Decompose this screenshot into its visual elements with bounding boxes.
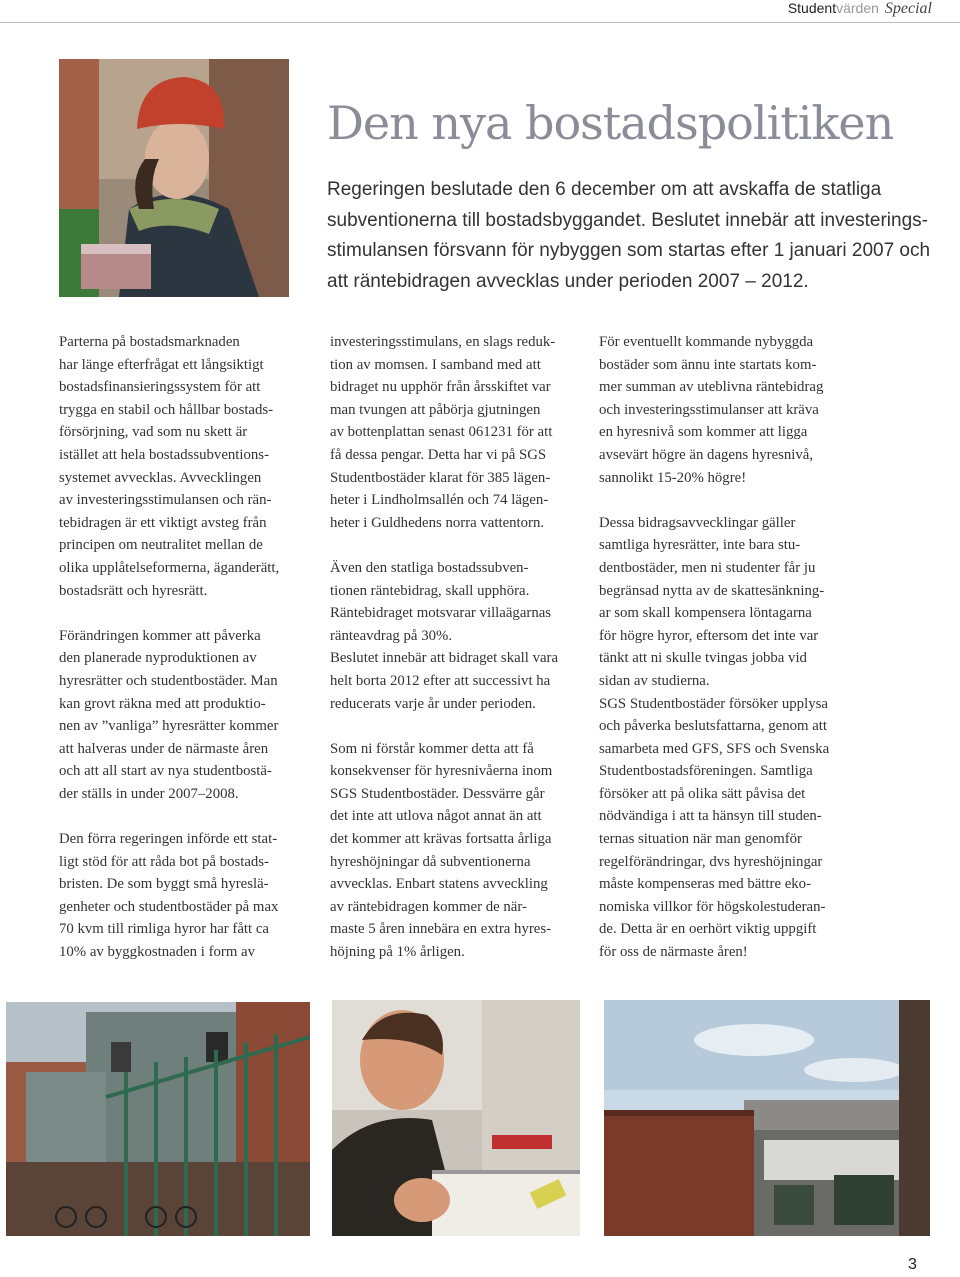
body-text-line: bidraget nu upphör från årsskiftet var xyxy=(330,379,551,396)
body-text-line: begränsad nytta av de skattesänkning- xyxy=(599,582,825,599)
body-text-line: Beslutet innebär att bidraget skall vara xyxy=(330,650,559,667)
article-title: Den nya bostadspolitiken xyxy=(327,96,894,150)
body-text-line: Förändringen kommer att påverka xyxy=(59,627,261,644)
body-text-line: för högre hyror, eftersom det inte var xyxy=(599,627,819,644)
body-text-line: och påverka beslutsfattarna, genom att xyxy=(599,718,828,735)
body-text-line: samtliga hyresrätter, inte bara stu- xyxy=(599,537,801,554)
photo-student-portrait xyxy=(59,59,289,297)
body-text-line: nödvändiga i att ta hänsyn till studen- xyxy=(599,808,822,825)
body-text-line: hyreshöjningar då subventionerna xyxy=(330,853,531,870)
body-column-1 xyxy=(59,331,319,964)
body-text-line: har länge efterfrågat ett långsiktigt xyxy=(59,356,264,373)
body-text-line: man tvungen att påbörja gjutningen xyxy=(330,401,541,418)
running-header xyxy=(788,0,932,20)
header-brand-light: värden xyxy=(836,0,879,16)
body-text-line: tänkt att ni skulle tvingas jobba vid xyxy=(599,650,807,667)
body-text-line: bostäder som ännu inte startats kom- xyxy=(599,356,817,373)
body-text-line: 10% av byggkostnaden i form av xyxy=(59,944,256,961)
photo-building-facade xyxy=(6,1002,310,1236)
body-text-line: försöker att på olika sätt påvisa det xyxy=(599,785,806,802)
body-text-line: genheter och studentbostäder på max xyxy=(59,898,279,915)
body-text-line: försörjning, vad som nu skett är xyxy=(59,424,248,441)
body-column-3 xyxy=(599,331,899,964)
body-text-line: reducerats varje år under perioden. xyxy=(330,695,536,712)
body-text-line: av investeringsstimulansen och rän- xyxy=(59,492,272,509)
body-text-line: få dessa pengar. Detta har vi på SGS xyxy=(330,446,547,463)
body-text-line: det inte att utlova något annat än att xyxy=(330,808,542,825)
body-text-line: 70 kvm till rimliga hyror har fått ca xyxy=(59,921,269,938)
body-text-line: höjning på 1% årligen. xyxy=(330,944,465,961)
body-text-line: maste 5 åren innebära en extra hyres- xyxy=(330,921,552,938)
photo-student-reading xyxy=(332,1000,580,1236)
article-lead xyxy=(327,175,957,297)
photo-city-rooftops xyxy=(604,1000,930,1236)
body-text-line: det kommer att krävas fortsatta årliga xyxy=(330,831,552,848)
body-text-line: att halveras under de närmaste åren xyxy=(59,740,269,757)
body-text-line: nomiska villkor för högskolestuderan- xyxy=(599,898,826,915)
body-text-line: bostadsfinansieringssystem för att xyxy=(59,379,261,396)
body-text-line: trygga en stabil och hållbar bostads- xyxy=(59,401,274,418)
header-brand-bold: Student xyxy=(787,0,837,16)
body-text-line: tebidragen är ett viktigt avsteg från xyxy=(59,514,267,531)
body-text-line: Räntebidraget motsvarar villaägarnas xyxy=(330,605,552,622)
page-number: 3 xyxy=(908,1256,917,1273)
body-text-line: heter i Guldhedens norra vattentorn. xyxy=(330,514,545,531)
header-section: Special xyxy=(884,0,932,17)
body-text-line: avvecklas. Enbart statens avveckling xyxy=(330,876,548,893)
body-text-line: konsekvenser för hyresnivåerna inom xyxy=(330,763,553,780)
body-text-line: ternas situation när man genomför xyxy=(599,831,802,848)
body-text-line: Studentbostäder klarat för 385 lägen- xyxy=(330,469,551,486)
body-text-line: regelförändringar, dvs hyreshöjningar xyxy=(599,853,823,870)
body-text-line: en hyresnivå som kommer att ligga xyxy=(599,424,808,441)
header-divider xyxy=(0,22,960,23)
body-text-line: och investeringsstimulanser att kräva xyxy=(599,401,819,418)
body-text-line: och att all start av nya studentbostä- xyxy=(59,763,272,780)
paragraph-gap xyxy=(330,534,590,557)
body-text-line: av räntebidragen kommer de när- xyxy=(330,898,527,915)
body-text-line: för oss de närmaste åren! xyxy=(599,944,748,961)
body-text-line: ränteavdrag på 30%. xyxy=(330,627,453,644)
body-text-line: SGS Studentbostäder. Dessvärre går xyxy=(330,785,545,802)
lead-line: stimulansen försvann för nybyggen som startas efter 1 januari 2007 och xyxy=(327,240,931,261)
body-text-line: kan grovt räkna med att produktio- xyxy=(59,695,266,712)
body-text-line: bristen. De som byggt små hyreslä- xyxy=(59,876,269,893)
body-text-line: ar som skall kompensera löntagarna xyxy=(599,605,812,622)
body-text-line: der ställs in under 2007–2008. xyxy=(59,785,239,802)
body-text-line: heter i Lindholmsallén och 74 lägen- xyxy=(330,492,549,509)
body-text-line: de. Detta är en oerhört viktig uppgift xyxy=(599,921,817,938)
paragraph-gap xyxy=(330,715,590,738)
body-text-line: För eventuellt kommande nybyggda xyxy=(599,334,814,350)
body-text-line: måste kompenseras med bättre eko- xyxy=(599,876,812,893)
body-text-line: nen av ”vanliga” hyresrätter kommer xyxy=(59,718,279,735)
body-text-line: investeringsstimulans, en slags reduk- xyxy=(330,334,556,350)
body-text-line: den planerade nyproduktionen av xyxy=(59,650,257,667)
body-text-line: Även den statliga bostadssubven- xyxy=(330,559,529,576)
body-text-line: helt borta 2012 efter att successivt ha xyxy=(330,672,551,689)
body-text-line: sidan av studierna. xyxy=(599,672,710,689)
body-column-2 xyxy=(330,331,590,964)
lead-line: subventionerna till bostadsbyggandet. Beslutet innebär att investerings- xyxy=(327,209,928,231)
lead-line: att räntebidragen avvecklas under perioden 2007 – 2012. xyxy=(327,270,809,292)
paragraph-gap xyxy=(59,602,319,625)
body-text-line: systemet avvecklas. Avvecklingen xyxy=(59,469,262,486)
paragraph-gap xyxy=(599,489,899,512)
body-text-line: ligt stöd för att råda bot på bostads- xyxy=(59,853,269,870)
lead-line: Regeringen beslutade den 6 december om att avskaffa de statliga xyxy=(327,179,882,200)
body-text-line: samarbeta med GFS, SFS och Svenska xyxy=(599,740,830,757)
body-text-line: Dessa bidragsavvecklingar gäller xyxy=(599,514,796,531)
body-text-line: tion av momsen. I samband med att xyxy=(330,356,541,373)
body-text-line: hyresrätter och studentbostäder. Man xyxy=(59,672,278,689)
body-text-line: Studentbostadsföreningen. Samtliga xyxy=(599,763,813,780)
body-text-line: dentbostäder, men ni studenter får ju xyxy=(599,559,816,576)
body-text-line: principen om neutralitet mellan de xyxy=(59,537,263,554)
body-text-line: Som ni förstår kommer detta att få xyxy=(330,740,534,757)
body-text-line: av bottenplattan senast 061231 för att xyxy=(330,424,553,441)
body-text-line: Parterna på bostadsmarknaden xyxy=(59,334,240,350)
body-text-line: bostadsrätt och hyresrätt. xyxy=(59,582,208,599)
body-text-line: istället att hela bostadssubventions- xyxy=(59,446,269,463)
body-text-line: SGS Studentbostäder försöker upplysa xyxy=(599,695,828,712)
body-text-line: sannolikt 15-20% högre! xyxy=(599,469,747,486)
body-text-line: avsevärt högre än dagens hyresnivå, xyxy=(599,446,814,463)
body-text-line: mer summan av uteblivna räntebidrag xyxy=(599,379,824,396)
body-text-line: Den förra regeringen införde ett stat- xyxy=(59,831,278,848)
body-text-line: tionen räntebidrag, skall upphöra. xyxy=(330,582,530,599)
paragraph-gap xyxy=(59,805,319,828)
body-text-line: olika upplåtelseformerna, äganderätt, xyxy=(59,559,280,576)
